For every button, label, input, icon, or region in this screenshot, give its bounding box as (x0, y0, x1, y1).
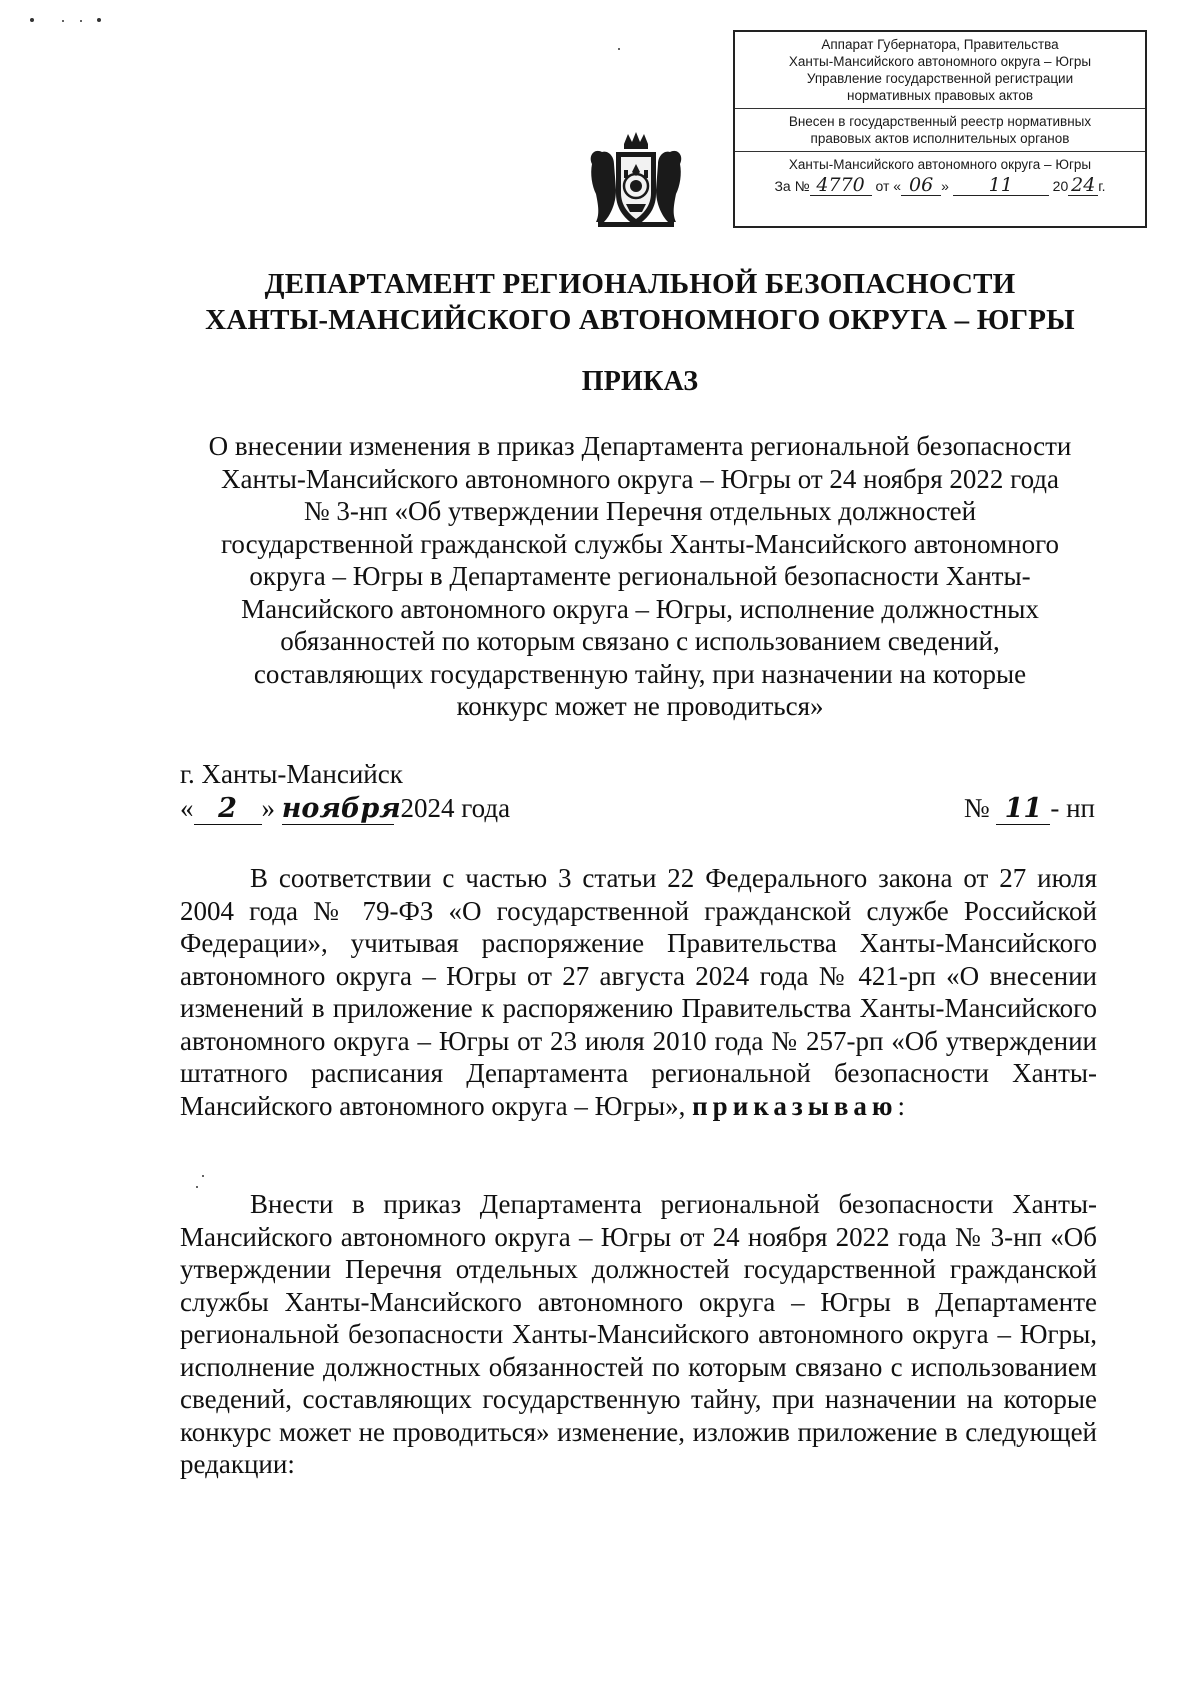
order-title-line: округа – Югры в Департаменте региональной безопасности Ханты- (249, 561, 1031, 591)
order-keyword: приказываю (692, 1090, 898, 1121)
stamp-reg-day: 06 (901, 175, 941, 196)
order-number (964, 790, 1095, 826)
issue-date (180, 790, 510, 826)
date-year: 2024 года (400, 793, 511, 823)
department-name-line: ХАНТЫ-МАНСИЙСКОГО АВТОНОМНОГО ОКРУГА – ЮГРЫ (205, 304, 1075, 336)
stamp-register (735, 109, 1145, 152)
order-title-line: Мансийского автономного округа – Югры, исполнение должностных (241, 593, 1039, 624)
department-name (120, 266, 1160, 338)
order-title-line: Ханты-Мансийского автономного округа – Югры от 24 ноября 2022 года (220, 463, 1060, 494)
stamp-reg-line (739, 173, 1141, 197)
stamp-reg-month: 11 (953, 175, 1049, 196)
preamble-paragraph (180, 862, 1097, 1122)
stamp-reg-year-suffix: 24 (1068, 175, 1098, 196)
order-number-prefix: № (963, 793, 990, 823)
stamp-org-line: нормативных правовых актов (846, 88, 1034, 103)
scan-speck (62, 20, 64, 22)
stamp-region-line: Ханты-Мансийского автономного округа – Югры (788, 157, 1092, 172)
order-number-suffix: - нп (1050, 793, 1095, 823)
stamp-reg-year-prefix: 20 (1052, 178, 1069, 194)
stamp-register-line: Внесен в государственный реестр нормативных (788, 114, 1092, 129)
scan-speck (97, 18, 101, 22)
stamp-reg-mid: » (941, 178, 949, 194)
date-month: ноября (281, 793, 401, 824)
order-title-line: составляющих государственную тайну, при назначении на которые (253, 658, 1027, 689)
scan-speck (618, 48, 620, 50)
place-of-issue: г. Ханты-Мансийск (180, 759, 403, 789)
scan-speck (80, 20, 82, 22)
stamp-organization (735, 32, 1145, 109)
coat-of-arms-icon (586, 130, 686, 230)
stamp-reg-number: 4770 (810, 175, 872, 196)
registration-stamp (733, 30, 1147, 228)
document-type: ПРИКАЗ (581, 366, 699, 397)
order-title (160, 430, 1120, 723)
date-day: 2 (194, 794, 262, 825)
stamp-reg-end: г. (1098, 178, 1106, 194)
order-title-line: О внесении изменения в приказ Департамента региональной безопасности (208, 431, 1072, 461)
preamble-text: В соответствии с частью 3 статьи 22 Федерального закона от 27 июля 2004 года № 79-ФЗ «О государственной гражданской службе Российской Федерации», учитывая распоряжение Правительства Ханты-Мансийского автономного округа – Югры от 27 августа 2024 года № 421-рп «О внесении изменений в приложение к распоряжению Правительства Ханты-Мансийского автономного округа – Югры от 23 июля 2010 года № 257-рп «Об утверждении штатного расписания Департамента региональной безопасности Ханты-Мансийского автономного округа – Югры», (180, 863, 1097, 1121)
preamble-end: : (897, 1090, 906, 1121)
stamp-org-line: Ханты-Мансийского автономного округа – Югры (788, 54, 1092, 69)
order-title-line: государственной гражданской службы Ханты-Мансийского автономного (221, 528, 1059, 559)
date-quote-open: « (180, 793, 194, 823)
order-number-value: 11 (996, 794, 1050, 825)
date-quote-close: » (261, 793, 275, 823)
scan-speck (202, 1175, 204, 1177)
stamp-org-line: Аппарат Губернатора, Правительства (821, 37, 1059, 52)
order-title-line: обязанностей по которым связано с использованием сведений, (280, 626, 1000, 656)
stamp-registration (735, 152, 1145, 201)
stamp-register-line: правовых актов исполнительных органов (810, 131, 1070, 146)
scan-speck (30, 18, 34, 22)
department-name-line: ДЕПАРТАМЕНТ РЕГИОНАЛЬНОЙ БЕЗОПАСНОСТИ (264, 268, 1016, 300)
amendment-text: Внести в приказ Департамента региональной безопасности Ханты-Мансийского автономного округа – Югры от 24 ноября 2022 года № 3-нп «Об утверждении Перечня отдельных должностей государственной гражданской службы Ханты-Мансийского автономного округа – Югры в Департаменте региональной безопасности Ханты-Мансийского автономного округа – Югры, исполнение должностных обязанностей по которым связано с использованием сведений, составляющих государственную тайну, при назначении на которые конкурс может не проводиться» изменение, изложив приложение в следующей редакции: (180, 1189, 1097, 1479)
stamp-reg-prefix: За № (774, 178, 810, 194)
stamp-org-line: Управление государственной регистрации (806, 71, 1074, 86)
order-title-line: конкурс может не проводиться» (456, 691, 824, 721)
stamp-reg-from: от « (875, 178, 902, 194)
amendment-paragraph (180, 1188, 1097, 1481)
order-title-line: № 3-нп «Об утверждении Перечня отдельных должностей (303, 496, 977, 526)
